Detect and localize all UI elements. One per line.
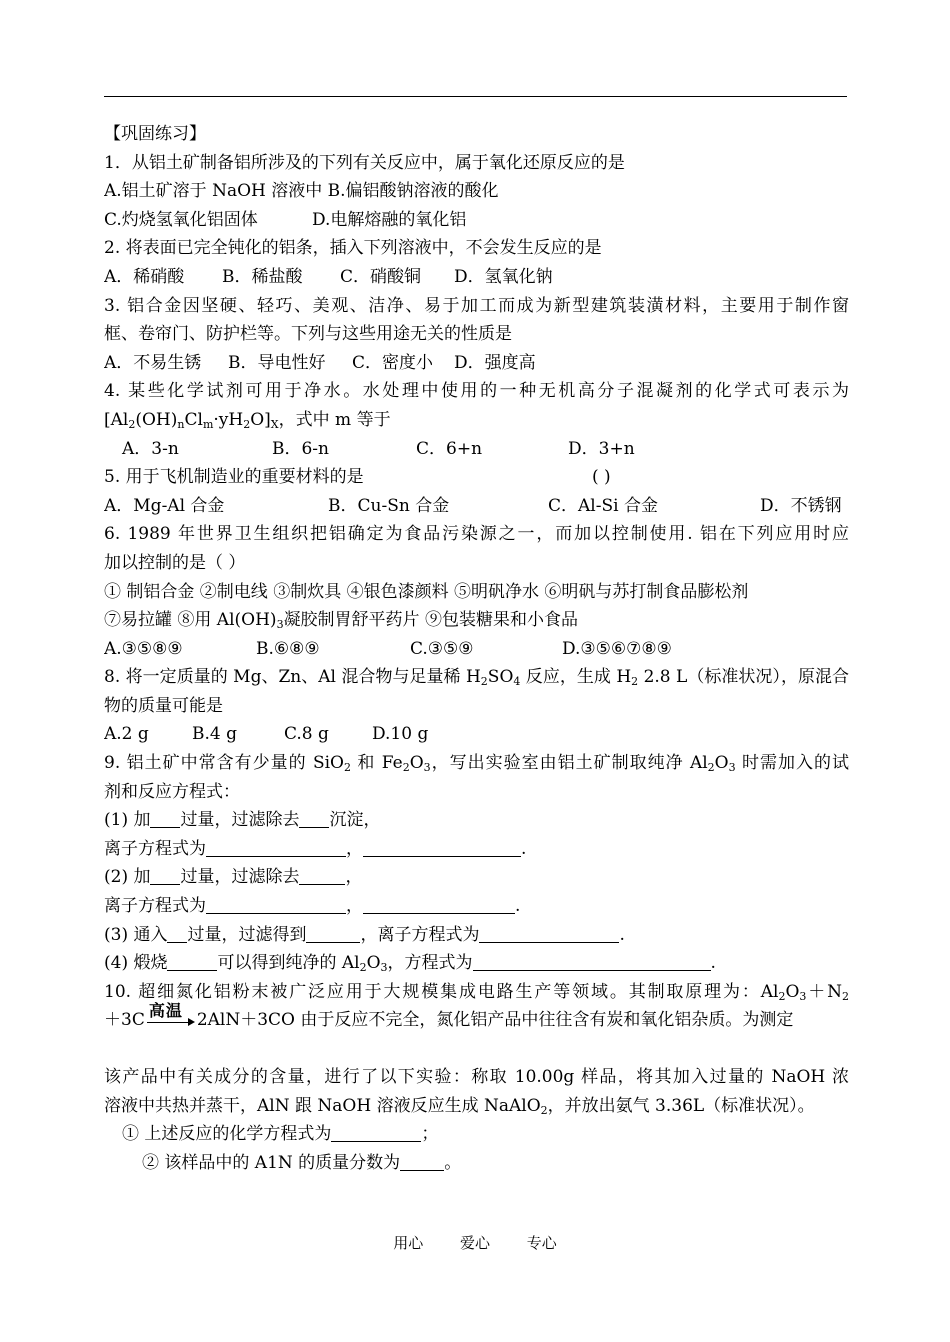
q3-stem-line1: 3. 铝合金因坚硬、轻巧、美观、洁净、易于加工而成为新型建筑装潢材料，主要用于制作窗 [104,295,849,316]
q4-formula-sub: 2 [128,417,136,431]
footer-word-1: 用心 [393,1234,424,1252]
q9-text: 离子方程式为 [104,896,206,917]
q5-stem: 5. 用于飞机制造业的重要材料的是 [104,467,364,488]
q4-formula-part: ·yH [213,409,244,430]
q8-stem-part: 反应，生成 H [520,667,632,688]
q10-text: ； [421,1124,439,1145]
q10-stem-line3: 该产品中有关成分的含量，进行了以下实验：称取 10.00g 样品，将其加入过量的 NaOH 浓 [104,1067,849,1087]
q3-option-d: D．强度高 [454,352,536,373]
q3-option-c: C．密度小 [352,352,434,373]
q6-uses-line2 [104,606,849,635]
q2-option-a: A．稀硝酸 [104,266,185,287]
q10-text: 10. 超细氮化铝粉末被广泛应用于大规模集成电路生产等领域。其制取原理为：Al [104,981,779,1002]
q8-stem-sub: 2 [480,675,488,689]
q9-blank[interactable] [167,953,217,971]
q1-options-cd [104,206,849,235]
q4-formula-part: (OH) [135,409,178,430]
q8-stem-sub: 4 [513,675,521,689]
q10-text: 2AlN＋3CO 由于反应不完全，氮化铝产品中往往含有炭和氧化铝杂质。为测定 [196,1010,794,1031]
q8-stem-part: 2.8 L（标准状况），原混合 [638,667,849,688]
q4-options [104,435,849,464]
q6-options [104,635,849,664]
q8-stem-line2: 物的质量可能是 [104,695,223,716]
q6-option-c: C.③⑤⑨ [410,638,474,659]
q9-blank[interactable] [479,925,619,943]
q5-stem-row [104,463,849,492]
q9-stem-line1 [104,749,849,778]
q1-option-d: D.电解熔融的氧化铝 [312,209,467,230]
q4-formula-sub: 2 [243,417,251,431]
q9-sub: 3 [380,961,388,975]
q8-options [104,720,849,749]
q9-blank[interactable] [299,867,345,885]
q10-stem-line2 [104,1001,849,1035]
q9-blank[interactable] [363,839,521,857]
q9-text: . [515,896,521,917]
q10-text: ，并放出氨气 3.36L（标准状况）。 [547,1095,815,1116]
q8-stem-part: SO [487,667,514,688]
q4-formula-part: [Al [104,409,129,430]
q9-stem-part: O [714,753,729,774]
q1-option-c: C.灼烧氢氧化铝固体 [104,209,258,230]
q4-option-d: D．3+n [568,438,635,459]
q4-formula-part: Cl [184,409,203,430]
q4-formula-line [104,406,849,435]
q9-text: ，离子方程式为 [360,924,480,945]
section-title: 【巩固练习】 [104,124,206,144]
q9-text: 离子方程式为 [104,838,206,859]
q3-options [104,349,849,378]
q2-option-d: D．氢氧化钠 [454,266,553,287]
q9-text: ， [346,896,363,917]
q9-item4 [104,949,849,978]
q8-stem-part: 8. 将一定质量的 Mg、Zn、Al 混合物与足量稀 H [104,667,481,688]
q6-stem-line2: 加以控制的是（ ） [104,552,246,573]
q9-text: O [366,953,381,974]
q9-text: 沉淀， [329,810,381,831]
q9-text: (3) 通入 [104,924,168,945]
q8-stem-line1 [104,663,849,692]
q9-text: (4) 煅烧 [104,953,168,974]
q9-sub: 2 [359,961,367,975]
q4-option-b: B．6-n [272,438,330,459]
page-footer [0,1232,950,1253]
q10-text: ① 上述反应的化学方程式为 [122,1124,332,1145]
q9-item2 [104,863,849,892]
q10-text: ＋3C [104,1010,145,1031]
q2-stem: 2. 将表面已完全钝化的铝条，插入下列溶液中，不会发生反应的是 [104,238,602,259]
q6-option-d: D.③⑤⑥⑦⑧⑨ [562,638,672,659]
q9-blank[interactable] [167,925,187,943]
q6-option-b: B.⑥⑧⑨ [256,638,320,659]
q8-option-c: C.8 g [284,724,329,745]
q9-stem-line2: 剂和反应方程式： [104,781,240,802]
q2-option-c: C．硝酸铜 [340,266,422,287]
q10-sub: 2 [778,989,786,1003]
q10-subq1 [104,1120,849,1149]
q9-item1-ion [104,835,849,864]
q9-blank[interactable] [206,839,346,857]
q5-option-c: C．Al-Si 合金 [548,495,658,516]
q9-text: 过量，过滤除去 [180,867,300,888]
q5-options [104,492,849,521]
exercise-content [104,120,849,1177]
q9-blank[interactable] [150,810,180,828]
q2-options [104,263,849,292]
q5-option-d: D．不锈钢 [760,495,842,516]
q9-text: (1) 加 [104,810,151,831]
q3-option-b: B．导电性好 [228,352,326,373]
q3-stem-line2: 框、卷帘门、防护栏等。下列与这些用途无关的性质是 [104,324,512,345]
q6-uses-sub: 3 [276,618,284,632]
q8-option-a: A.2 g [104,724,149,745]
q9-item2-ion [104,892,849,921]
q9-stem-sub: 2 [402,761,410,775]
reaction-arrow-icon [145,1001,197,1029]
q9-blank[interactable] [306,925,360,943]
q10-stem-line4 [104,1092,849,1121]
q8-option-d: D.10 g [372,724,429,745]
q10-text: ② 该样品中的 A1N 的质量分数为 [142,1152,401,1173]
q4-formula-sub: m [202,417,214,431]
q10-text: 溶液中共热并蒸干，AlN 跟 NaOH 溶液反应生成 NaAlO [104,1095,541,1116]
q10-text: 。 [444,1152,462,1173]
reaction-condition-label: 高温 [148,1001,183,1021]
q9-text: ， [346,838,363,859]
q10-sub: 2 [540,1103,548,1117]
q9-blank[interactable] [150,867,180,885]
q5-option-b: B．Cu-Sn 合金 [328,495,450,516]
q6-uses-line1: ① 制铝合金 ②制电线 ③制炊具 ④银色漆颜料 ⑤明矾净水 ⑥明矾与苏打制食品膨松剂 [104,581,749,602]
q9-blank[interactable] [363,896,515,914]
q9-text: 过量，过滤除去 [180,810,300,831]
q10-blank[interactable] [400,1153,444,1171]
q9-item3 [104,921,849,950]
q9-stem-sub: 3 [728,761,736,775]
q9-blank[interactable] [206,896,346,914]
q4-stem-line1: 4. 某些化学试剂可用于净水。水处理中使用的一种无机高分子混凝剂的化学式可表示为 [104,381,849,402]
q6-uses-part: ⑦易拉罐 ⑧用 Al(OH) [104,610,277,631]
q5-answer-paren: ( ) [592,467,611,488]
q9-stem-sub: 2 [707,761,715,775]
q6-uses-part: 凝胶制胃舒平药片 ⑨包装糖果和小食品 [283,610,578,631]
q4-formula-sub: n [177,417,185,431]
q5-option-a: A．Mg-Al 合金 [104,495,225,516]
q2-option-b: B．稀盐酸 [222,266,303,287]
q1-stem: 1．从铝土矿制备铝所涉及的下列有关反应中，属于氧化还原反应的是 [104,152,625,173]
q9-text: ，方程式为 [387,953,473,974]
q10-stem-line1 [104,978,849,1007]
q9-text: (2) 加 [104,867,151,888]
header-rule [104,96,847,97]
q3-option-a: A．不易生锈 [104,352,202,373]
footer-word-2: 爱心 [459,1234,490,1252]
q4-formula-sub: X [270,417,279,431]
q10-subq2 [104,1149,849,1178]
q4-option-a: A．3-n [122,438,179,459]
q9-text: ， [345,867,363,888]
q8-stem-sub: 2 [631,675,639,689]
q9-item1 [104,806,849,835]
q9-stem-part: ，写出实验室由铝土矿制取纯净 Al [430,753,708,774]
q9-stem-part: 时需加入的试 [735,753,849,774]
q6-stem-line1: 6. 1989 年世界卫生组织把铝确定为食品污染源之一，而加以控制使用. 铝在下列应用时应 [104,524,849,545]
q9-stem-part: 和 Fe [350,753,403,774]
q9-blank[interactable] [473,953,711,971]
q9-blank[interactable] [299,810,329,828]
q9-stem-sub: 2 [343,761,351,775]
q9-text: 过量，过滤得到 [187,924,307,945]
q10-text: O [785,981,800,1002]
q10-blank[interactable] [331,1124,421,1142]
footer-word-3: 专心 [526,1234,557,1252]
q9-stem-part: 9. 铝土矿中常含有少量的 SiO [104,753,344,774]
q4-formula-part: O] [250,409,271,430]
q9-text: . [521,838,527,859]
q4-option-c: C．6+n [416,438,483,459]
q10-text: ＋N [806,981,843,1002]
q9-text: . [619,924,625,945]
q10-sub: 3 [799,989,807,1003]
q9-text: 可以得到纯净的 Al [217,953,360,974]
q8-option-b: B.4 g [192,724,237,745]
q6-option-a: A.③⑤⑧⑨ [104,638,183,659]
q9-text: . [710,953,716,974]
q4-formula-tail: ，式中 m 等于 [278,409,391,430]
q1-options-ab: A.铝土矿溶于 NaOH 溶液中 B.偏铝酸钠溶液的酸化 [104,181,499,202]
q10-sub: 2 [842,989,849,1003]
spacer [104,1035,849,1063]
q9-stem-sub: 3 [423,761,431,775]
q9-stem-part: O [409,753,424,774]
